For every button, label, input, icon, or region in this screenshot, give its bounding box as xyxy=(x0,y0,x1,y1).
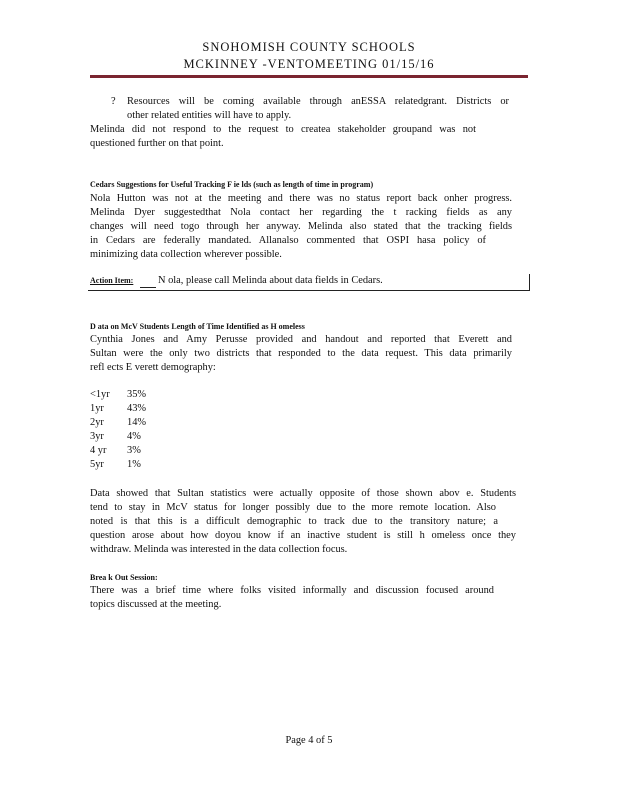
data-showed-line: tend to stay in McV status for longer possibly due to the more remote location. Also xyxy=(90,502,496,513)
stat-percent: 1% xyxy=(127,459,141,470)
stat-percent: 35% xyxy=(127,389,147,400)
melinda-line-1: Melinda did not respond to the request to createa stakeholder groupand was not xyxy=(90,124,476,135)
action-item-box xyxy=(88,274,530,291)
stat-period: 1yr xyxy=(90,403,104,414)
stat-period: 4 yr xyxy=(90,445,107,456)
stat-period: 3yr xyxy=(90,431,104,442)
breakout-paragraph xyxy=(90,584,494,612)
cedars-line: in Cedars are federally mandated. Allanalso commented that OSPI hasa policy of xyxy=(90,235,486,246)
bullet-line-1: Resources will be coming available through anESSA relatedgrant. Districts or xyxy=(127,96,509,107)
stat-percent: 4% xyxy=(127,431,141,442)
breakout-line-2: topics discussed at the meeting. xyxy=(90,599,222,610)
stat-period: <1yr xyxy=(90,389,110,400)
melinda-line-2: questioned further on that point. xyxy=(90,138,224,149)
breakout-heading: Brea k Out Session: xyxy=(90,573,158,582)
action-item-label: Action Item: xyxy=(90,276,134,285)
stat-row xyxy=(90,388,146,402)
data-showed-line: withdraw. Melinda was interested in the data collection focus. xyxy=(90,544,348,555)
cedars-line: changes will need togo through her anyway. Melinda also stated that the tracking fields xyxy=(90,221,512,232)
page-number: Page 4 of 5 xyxy=(285,735,333,746)
bullet-line-2: other related entities will have to apply. xyxy=(127,110,292,121)
homeless-length-stats xyxy=(90,388,146,472)
stat-row xyxy=(90,458,146,472)
cedars-line: Nola Hutton was not at the meeting and there was no status report back onher progress. xyxy=(90,193,512,204)
mckv-line: Cynthia Jones and Amy Perusse provided and handout and reported that Everett and xyxy=(90,334,512,345)
stat-percent: 14% xyxy=(127,417,147,428)
meeting-title: MCKINNEY -VENTOMEETING 01/15/16 xyxy=(183,57,435,71)
data-showed-line: Data showed that Sultan statistics were actually opposite of those shown abov e. Students xyxy=(90,488,516,499)
stat-percent: 43% xyxy=(127,403,147,414)
stat-row xyxy=(90,444,146,458)
cedars-paragraph xyxy=(90,192,512,262)
stat-percent: 3% xyxy=(127,445,141,456)
mckv-paragraph xyxy=(90,333,512,375)
stat-row xyxy=(90,430,146,444)
stat-period: 5yr xyxy=(90,459,104,470)
stat-row xyxy=(90,416,146,430)
stat-period: 2yr xyxy=(90,417,104,428)
header-rule xyxy=(90,75,528,78)
data-showed-line: noted is that this is a difficult demographic to track due to the transitory nature; a xyxy=(90,516,498,527)
action-label-underline xyxy=(140,287,156,288)
org-title: SNOHOMISH COUNTY SCHOOLS xyxy=(202,40,416,54)
cedars-line: minimizing data collection wherever possible. xyxy=(90,249,282,260)
mckv-line: refl ects E verett demography: xyxy=(90,362,216,373)
bullet-marker: ? xyxy=(111,96,116,107)
data-showed-paragraph xyxy=(90,487,516,557)
data-showed-line: question arose about how doyou know if an inactive student is still h omeless once they xyxy=(90,530,516,541)
cedars-line: Melinda Dyer suggestedthat Nola contact her regarding the t racking fields as any xyxy=(90,207,512,218)
mckv-heading: D ata on McV Students Length of Time Identified as H omeless xyxy=(90,322,305,331)
breakout-line-1: There was a brief time where folks visited informally and discussion focused around xyxy=(90,585,494,596)
cedars-heading: Cedars Suggestions for Useful Tracking F ie lds (such as length of time in program) xyxy=(90,180,374,189)
melinda-paragraph xyxy=(90,123,476,151)
stat-row xyxy=(90,402,146,416)
resources-bullet xyxy=(127,95,509,123)
action-item-text: N ola, please call Melinda about data fields in Cedars. xyxy=(158,275,383,286)
mckv-line: Sultan were the only two districts that responded to the data request. This data primarily xyxy=(90,348,512,359)
